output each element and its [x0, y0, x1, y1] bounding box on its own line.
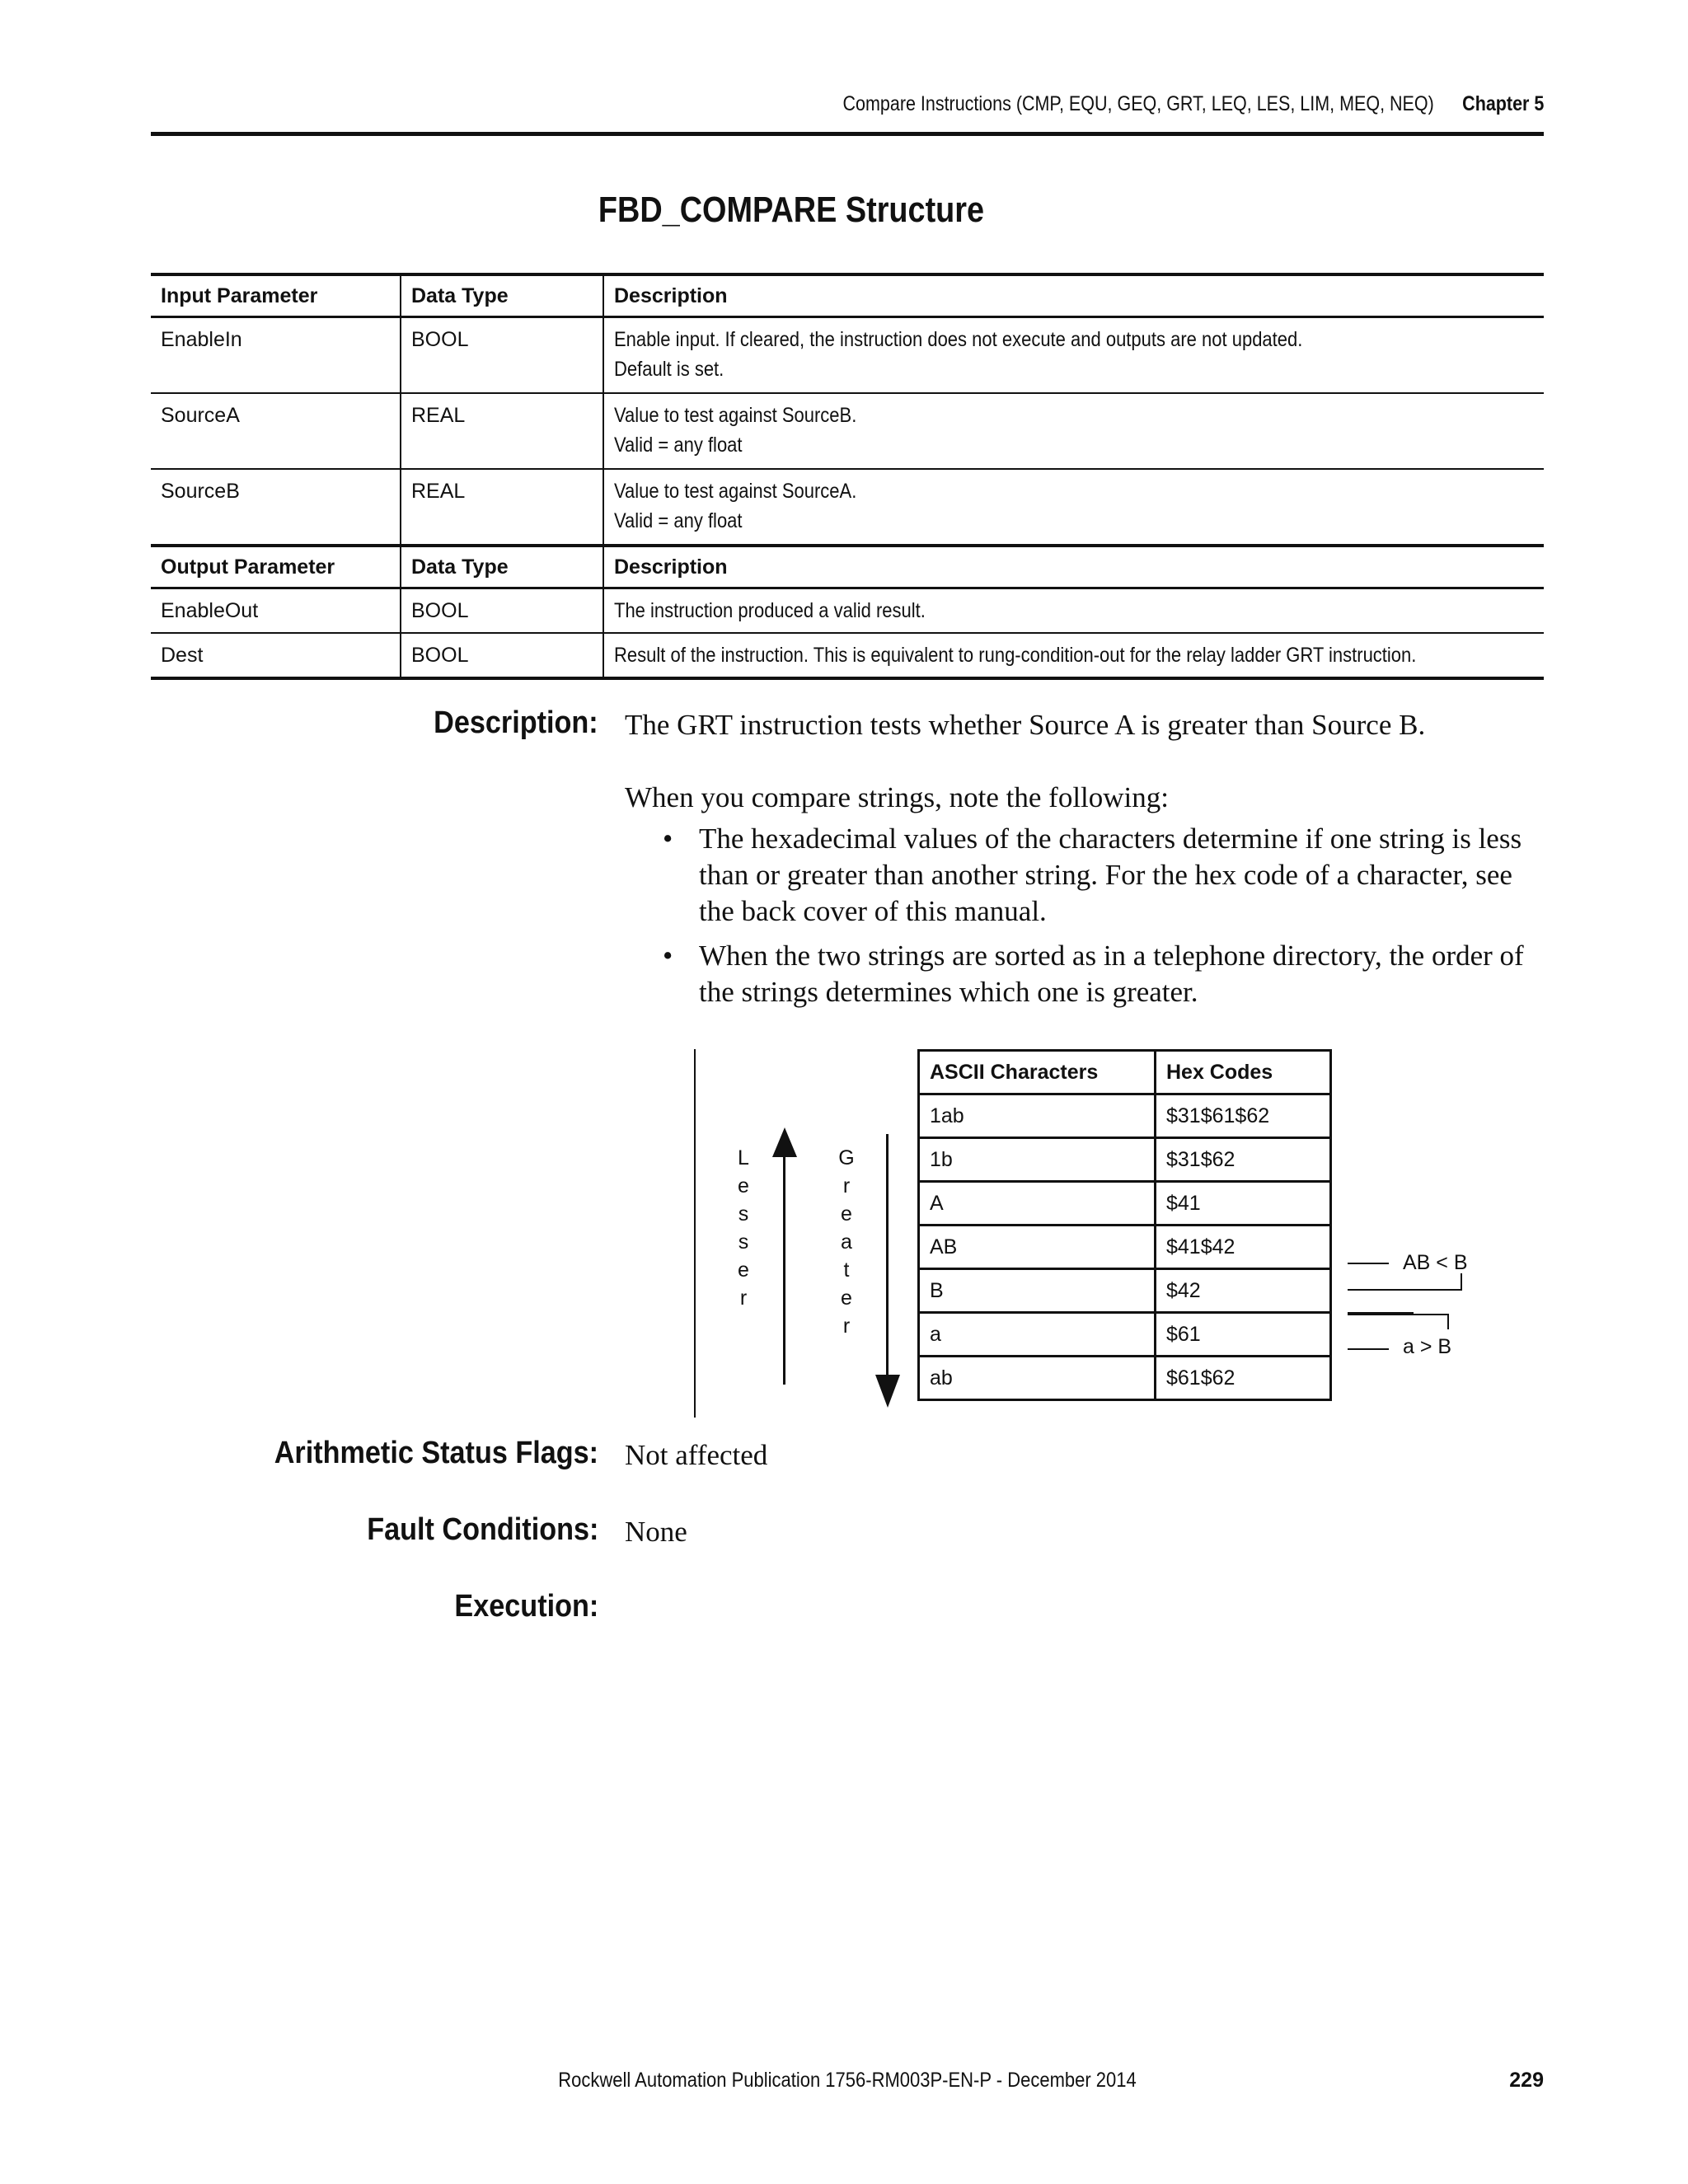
- table-row: [919, 1182, 1331, 1226]
- lesser-label: [734, 1144, 753, 1312]
- greater-arrow-shaft: [886, 1134, 889, 1390]
- description-label: Description:: [434, 705, 598, 740]
- vertical-letter: r: [842, 1315, 851, 1338]
- publication-info: Rockwell Automation Publication 1756-RM003P-EN-P - December 2014: [558, 2069, 1137, 2092]
- param-cell: SourceB: [151, 469, 401, 546]
- section-title: Compare Instructions (CMP, EQU, GEQ, GRT, LEQ, LES, LIM, MEQ, NEQ): [842, 92, 1434, 115]
- vertical-letter: e: [841, 1286, 852, 1310]
- desc-line: Value to test against SourceB.: [614, 404, 857, 427]
- ascii-cell: B: [919, 1269, 1156, 1313]
- up-arrow-icon: [772, 1127, 797, 1157]
- param-cell: EnableOut: [151, 588, 401, 634]
- page-header: [151, 92, 1544, 135]
- type-cell: BOOL: [401, 317, 603, 394]
- desc-cell: [603, 317, 1544, 394]
- vertical-letter: r: [842, 1174, 851, 1197]
- hex-cell: $42: [1156, 1269, 1331, 1313]
- table-row: [919, 1357, 1331, 1400]
- header-cell: Description: [614, 284, 728, 307]
- vertical-letter: s: [738, 1230, 749, 1254]
- header-rule: [151, 132, 1544, 136]
- table-row: [151, 317, 1544, 394]
- param-cell: Dest: [151, 633, 401, 678]
- table-row: [919, 1094, 1331, 1138]
- chapter-label: Chapter 5: [1461, 92, 1544, 115]
- note-intro: When you compare strings, note the following:: [625, 781, 1169, 813]
- ascii-cell: 1b: [919, 1138, 1156, 1182]
- desc-cell: [603, 633, 1544, 678]
- structure-table: [151, 273, 1544, 680]
- structure-title: FBD_COMPARE Structure: [598, 190, 985, 230]
- table-row: [151, 393, 1544, 469]
- desc-cell: [603, 469, 1544, 546]
- header-cell: Data Type: [401, 274, 603, 317]
- param-cell: EnableIn: [151, 317, 401, 394]
- header-cell: Hex Codes: [1156, 1051, 1331, 1094]
- list-item: [625, 821, 1548, 930]
- vertical-letter: e: [738, 1174, 749, 1197]
- desc-line: Valid = any float: [614, 434, 743, 457]
- desc-line: Enable input. If cleared, the instruction does not execute and outputs are not updated.: [614, 328, 1303, 351]
- ascii-cell: 1ab: [919, 1094, 1156, 1138]
- ascii-cell: A: [919, 1182, 1156, 1226]
- hex-cell: $31$62: [1156, 1138, 1331, 1182]
- vertical-letter: r: [739, 1286, 748, 1310]
- type-cell: BOOL: [401, 588, 603, 634]
- type-cell: REAL: [401, 393, 603, 469]
- header-text: [842, 92, 1544, 116]
- figure-left-border: [694, 1049, 696, 1418]
- page-footer: [151, 2069, 1544, 2102]
- ascii-cell: a: [919, 1313, 1156, 1357]
- vertical-letter: a: [841, 1230, 852, 1254]
- desc-line: The instruction produced a valid result.: [614, 599, 926, 622]
- hex-cell: $61$62: [1156, 1357, 1331, 1400]
- arithmetic-value: Not affected: [625, 1439, 768, 1471]
- hex-cell: $61: [1156, 1313, 1331, 1357]
- table-row: [919, 1138, 1331, 1182]
- table-row: [919, 1226, 1331, 1269]
- bullet-icon: •: [663, 823, 673, 855]
- ascii-table: [917, 1049, 1332, 1401]
- desc-line: Value to test against SourceA.: [614, 480, 857, 503]
- arithmetic-label: Arithmetic Status Flags:: [274, 1436, 598, 1470]
- ascii-cell: AB: [919, 1226, 1156, 1269]
- description-text: The GRT instruction tests whether Source A is greater than Source B.: [625, 709, 1426, 741]
- fault-label: Fault Conditions:: [366, 1512, 598, 1547]
- type-cell: REAL: [401, 469, 603, 546]
- execution-label: Execution:: [454, 1589, 598, 1624]
- desc-line: Result of the instruction. This is equivalent to rung-condition-out for the relay ladder GRT instruction.: [614, 644, 1417, 667]
- lesser-arrow-shaft: [783, 1137, 785, 1385]
- input-header-row: [151, 274, 1544, 317]
- list-item-text: The hexadecimal values of the characters determine if one string is less than or greater than another string. For the hex code of a character, see the back cover of this manual.: [699, 823, 1522, 927]
- header-cell: Data Type: [401, 546, 603, 588]
- desc-cell: [603, 393, 1544, 469]
- notes-list: [625, 821, 1548, 1019]
- header-cell: Description: [614, 555, 728, 579]
- header-cell: Input Parameter: [151, 274, 401, 317]
- desc-line: Default is set.: [614, 358, 724, 381]
- down-arrow-icon: [875, 1375, 900, 1408]
- greater-label: [837, 1144, 856, 1340]
- comparison-ab-less-b: AB < B: [1403, 1251, 1468, 1274]
- page-number: 229: [1509, 2069, 1544, 2092]
- desc-cell: [603, 588, 1544, 634]
- hex-cell: $31$61$62: [1156, 1094, 1331, 1138]
- header-cell: ASCII Characters: [919, 1051, 1156, 1094]
- table-row: [919, 1313, 1331, 1357]
- string-order-figure: [684, 1045, 1475, 1424]
- header-cell: Output Parameter: [151, 546, 401, 588]
- type-cell: BOOL: [401, 633, 603, 678]
- table-row: [151, 588, 1544, 634]
- comparison-a-greater-b: a > B: [1403, 1335, 1452, 1358]
- param-cell: SourceA: [151, 393, 401, 469]
- list-item: [625, 938, 1548, 1010]
- output-header-row: [151, 546, 1544, 588]
- bullet-icon: •: [663, 940, 673, 972]
- ascii-cell: ab: [919, 1357, 1156, 1400]
- ascii-header-row: [919, 1051, 1331, 1094]
- vertical-letter: L: [738, 1146, 749, 1169]
- vertical-letter: e: [841, 1202, 852, 1226]
- vertical-letter: t: [843, 1258, 850, 1282]
- desc-line: Valid = any float: [614, 509, 743, 532]
- vertical-letter: G: [838, 1146, 855, 1169]
- hex-cell: $41: [1156, 1182, 1331, 1226]
- table-row: [151, 469, 1544, 546]
- vertical-letter: s: [738, 1202, 749, 1226]
- list-item-text: When the two strings are sorted as in a telephone directory, the order of the strings determines which one is greater.: [699, 940, 1524, 1008]
- table-row: [151, 633, 1544, 678]
- hex-cell: $41$42: [1156, 1226, 1331, 1269]
- table-row: [919, 1269, 1331, 1313]
- vertical-letter: e: [738, 1258, 749, 1282]
- fault-value: None: [625, 1516, 687, 1548]
